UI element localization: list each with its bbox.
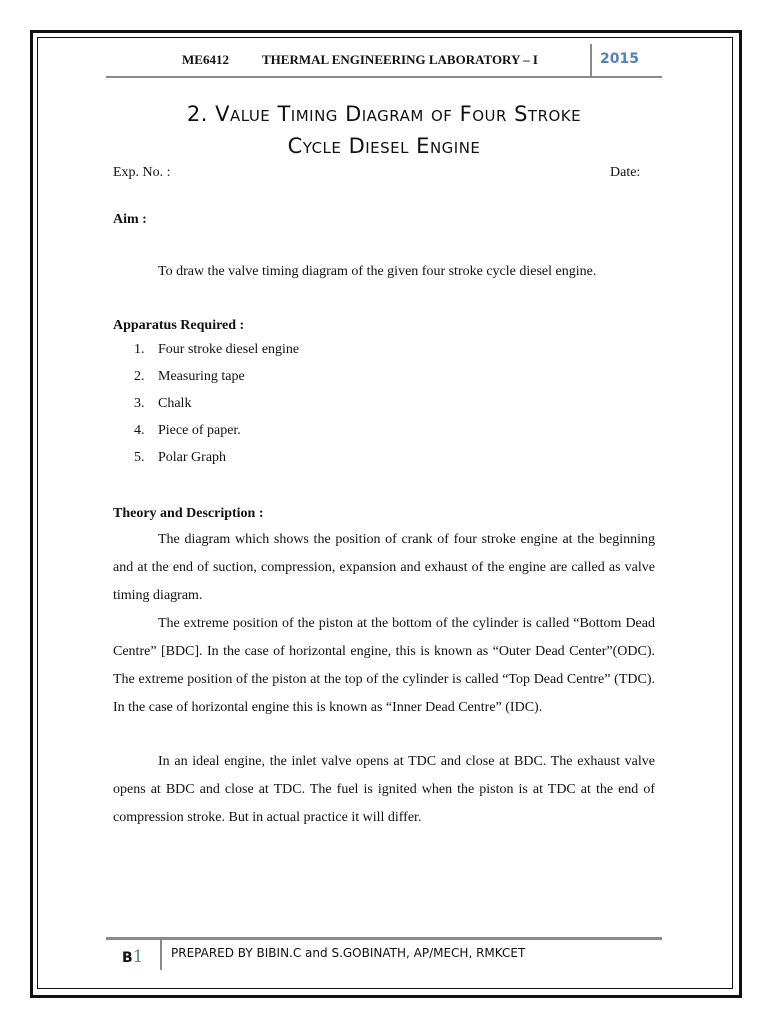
- course-code: ME6412: [182, 52, 229, 67]
- page-number: B1: [122, 947, 144, 967]
- title-line-2: Cycle Diesel Engine: [287, 134, 481, 158]
- header-year: 2015: [600, 51, 639, 67]
- list-item: 2. Measuring tape: [134, 369, 245, 384]
- apparatus-list: [134, 342, 299, 477]
- title-line-1: 2. Value Timing Diagram of Four Stroke: [186, 102, 582, 126]
- page-title: [100, 98, 668, 162]
- page-footer: [106, 937, 662, 970]
- header-divider: [590, 44, 592, 76]
- page-header: [106, 44, 662, 78]
- lab-name: THERMAL ENGINEERING LABORATORY – I: [262, 52, 538, 67]
- footer-credit: PREPARED BY BIBIN.C and S.GOBINATH, AP/MECH, RMKCET: [171, 946, 526, 960]
- aim-heading: Aim :: [113, 212, 147, 227]
- list-item: 1. Four stroke diesel engine: [134, 342, 300, 357]
- list-item: 4. Piece of paper.: [134, 423, 241, 438]
- list-item: 3. Chalk: [134, 396, 192, 411]
- list-item: 5. Polar Graph: [134, 450, 227, 465]
- theory-paragraph-2: The extreme position of the piston at the bottom of the cylinder is called “Bottom Dead Centre” [BDC]. In the case of horizontal engine, this is known as “Outer Dead Center”(ODC). The extreme position of the piston at the top of the cylinder is called “Top Dead Centre” (TDC). In the case of horizontal engine this is known as “Inner Dead Centre” (IDC).: [113, 616, 655, 715]
- date-label: Date:: [610, 165, 641, 180]
- theory-paragraph-1: The diagram which shows the position of crank of four stroke engine at the beginning and at the end of suction, compression, expansion and exhaust of the engine are called as valve timing diagram.: [113, 532, 655, 603]
- theory-heading: Theory and Description :: [113, 506, 264, 521]
- theory-paragraph-3: In an ideal engine, the inlet valve opens at TDC and close at BDC. The exhaust valve opens at BDC and close at TDC. The fuel is ignited when the piston is at TDC at the end of compression stroke. But in actual practice it will differ.: [113, 754, 655, 825]
- aim-text: To draw the valve timing diagram of the given four stroke cycle diesel engine.: [158, 264, 597, 279]
- apparatus-heading: Apparatus Required :: [113, 318, 245, 333]
- footer-divider: [160, 940, 162, 970]
- exp-no-label: Exp. No. :: [113, 165, 171, 180]
